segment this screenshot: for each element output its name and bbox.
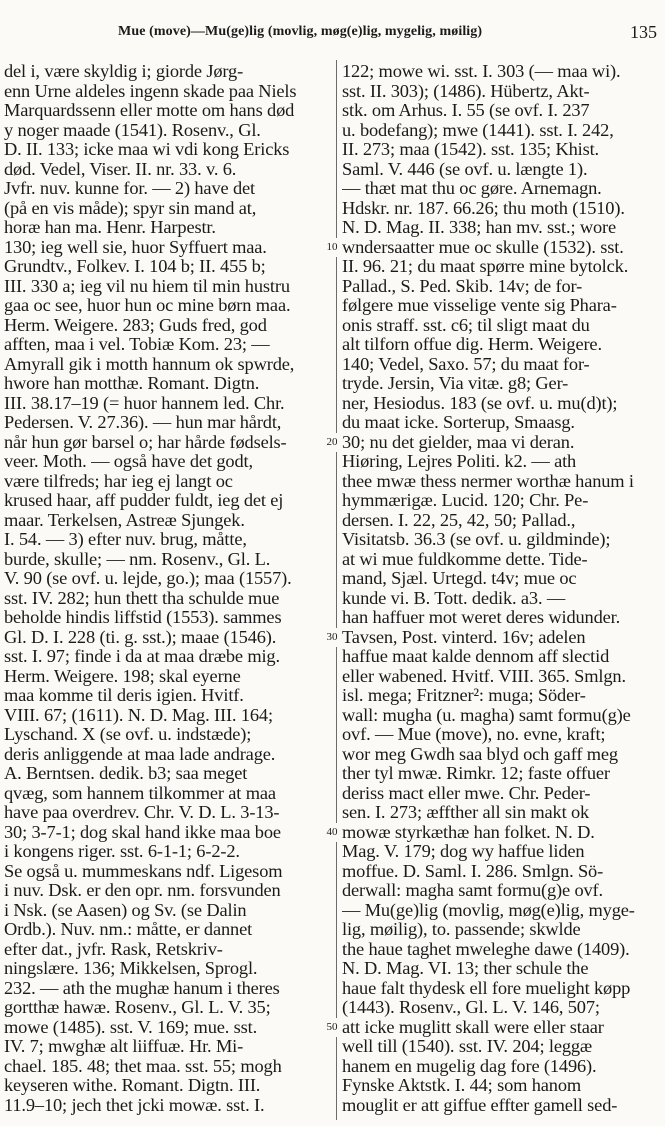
- line-number: 50: [322, 1018, 342, 1038]
- text-line: gaa oc see, huor hun oc mine børn maa.: [4, 296, 291, 315]
- text-line: isl. mega; Fritzner²: muga; Söder-: [342, 686, 586, 705]
- text-line: afften, maa i vel. Tobiæ Kom. 23; —: [4, 335, 270, 354]
- text-line: II. 273; maa (1542). sst. 135; Khist.: [342, 140, 600, 159]
- text-line: ther tyl mwæ. Rimkr. 12; faste offuer: [342, 764, 610, 783]
- text-line: chael. 185. 48; thet maa. sst. 55; mogh: [4, 1056, 282, 1076]
- text-line: hymmærigæ. Lucid. 120; Chr. Pe-: [342, 491, 589, 510]
- text-line: (på en vis måde); spyr sin mand at,: [4, 198, 257, 218]
- text-line: ner, Hesiodus. 183 (se ovf. u. mu(d)t);: [342, 393, 618, 413]
- line-number-gutter: [322, 62, 342, 1122]
- text-line: well till (1540). sst. IV. 204; leggæ: [342, 1037, 593, 1056]
- running-head: Mue (move)—Mu(ge)lig (movlig, møg(e)lig, mygelig, møilig): [118, 24, 483, 39]
- line-number: 30: [322, 628, 342, 648]
- text-line: være tilfreds; har ieg ej langt oc: [4, 471, 233, 491]
- text-line: Tavsen, Post. vinterd. 16v; adelen: [342, 627, 586, 647]
- page-number: 135: [630, 22, 657, 42]
- text-line: Saml. V. 446 (se ovf. u. længte 1).: [342, 159, 588, 179]
- text-line: att icke muglitt skall were eller staar: [342, 1017, 604, 1037]
- text-line: Se også u. mummeskans ndf. Ligesom: [4, 861, 283, 881]
- page-header: [0, 20, 665, 48]
- text-line: III. 38.17–19 (= huor hannem led. Chr.: [4, 393, 285, 413]
- text-line: han haffuer mot weret deres widunder.: [342, 608, 621, 627]
- text-line: hanem en mugelig dag fore (1496).: [342, 1056, 597, 1076]
- text-line: VIII. 67; (1611). N. D. Mag. III. 164;: [4, 705, 273, 725]
- text-line: qvæg, som hannem tilkommer at maa: [4, 783, 276, 803]
- text-line: horæ han ma. Henr. Harpestr.: [4, 218, 216, 237]
- text-line: thee mwæ thess nermer worthæ hanum i: [342, 471, 634, 491]
- text-line: D. II. 133; icke maa wi vdi kong Ericks: [4, 140, 290, 159]
- text-line: veer. Moth. — også have det godt,: [4, 452, 253, 471]
- text-line: ningslære. 136; Mikkelsen, Sprogl.: [4, 959, 258, 978]
- line-number: 40: [322, 823, 342, 843]
- text-line: krused haar, aff pudder fuldt, ieg det ej: [4, 491, 284, 510]
- text-line: i kongens riger. sst. 6-1-1; 6-2-2.: [4, 842, 240, 861]
- text-line: sen. I. 273; æffther all sin makt ok: [342, 803, 590, 822]
- text-line: burde, skulle; — nm. Rosenv., Gl. L.: [4, 549, 271, 569]
- text-line: sst. II. 303); (1486). Hübertz, Akt-: [342, 81, 590, 101]
- text-line: 30; nu det gielder, maa vi deran.: [342, 432, 575, 452]
- text-line: følgere mue visselige vente sig Phara-: [342, 296, 617, 315]
- text-line: dersen. I. 22, 25, 42, 50; Pallad.,: [342, 510, 576, 530]
- text-line: u. bodefang); mwe (1441). sst. I. 242,: [342, 120, 614, 140]
- text-line: Marquardssenn eller motte om hans død: [4, 101, 295, 120]
- text-line: — thæt mat thu oc gøre. Arnemagn.: [342, 179, 602, 198]
- text-line: kunde vi. B. Tott. dedik. a3. —: [342, 588, 566, 608]
- text-line: II. 96. 21; du maat spørre mine bytolck.: [342, 257, 629, 276]
- text-line: moffue. D. Saml. I. 286. Smlgn. Sö-: [342, 861, 604, 881]
- text-line: lig, møilig), to. passende; skwlde: [342, 920, 581, 939]
- text-line: haue falt thydesk ell fore muelight køpp: [342, 978, 631, 998]
- text-line: Hdskr. nr. 187. 66.26; thu moth (1510).: [342, 198, 625, 218]
- text-line: efter dat., jvfr. Rask, Retskriv-: [4, 939, 223, 959]
- text-line: Grundtv., Folkev. I. 104 b; II. 455 b;: [4, 257, 266, 276]
- text-line: i Nsk. (se Aasen) og Sv. (se Dalin: [4, 900, 247, 920]
- left-column: [4, 62, 330, 1115]
- text-line: Ordb.). Nuv. nm.: måtte, er dannet: [4, 920, 253, 939]
- text-line: mowæ styrkæthæ han folket. N. D.: [342, 822, 595, 842]
- text-line: have paa overdrev. Chr. V. D. L. 3-13-: [4, 803, 280, 822]
- text-line: III. 330 a; ieg vil nu hiem til min hustru: [4, 276, 290, 296]
- text-line: IV. 7; mwghæ alt liiffuæ. Hr. Mi-: [4, 1037, 244, 1056]
- text-line: del i, være skyldig i; giorde Jørg-: [4, 62, 244, 81]
- text-line: Hiøring, Lejres Politi. k2. — ath: [342, 452, 577, 471]
- text-line: Herm. Weigere. 198; skal eyerne: [4, 666, 241, 686]
- text-line: maar. Terkelsen, Astreæ Sjungek.: [4, 510, 245, 530]
- text-line: V. 90 (se ovf. u. lejde, go.); maa (1557).: [4, 569, 292, 588]
- line-number: 20: [322, 433, 342, 453]
- text-line: 30; 3-7-1; dog skal hand ikke maa boe: [4, 822, 281, 842]
- text-line: at wi mue fuldkomme dette. Tide-: [342, 549, 588, 569]
- text-line: Pedersen. V. 27.36). — hun mar hårdt,: [4, 413, 282, 432]
- text-line: haffue maat kalde dennom aff slectid: [342, 647, 610, 666]
- text-line: Visitatsb. 36.3 (se ovf. u. gildminde);: [342, 530, 611, 549]
- text-line: 140; Vedel, Saxo. 57; du maat for-: [342, 354, 590, 374]
- text-line: derwall: magha samt formu(g)e ovf.: [342, 881, 603, 900]
- text-line: Gl. D. I. 228 (ti. g. sst.); maae (1546).: [4, 627, 277, 647]
- text-line: A. Berntsen. dedik. b3; saa meget: [4, 764, 248, 783]
- text-line: mowe (1485). sst. V. 169; mue. sst.: [4, 1017, 258, 1037]
- text-line: mand, Sjæl. Urtegd. t4v; mue oc: [342, 569, 577, 588]
- text-line: sst. IV. 282; hun thett tha schulde mue: [4, 588, 280, 608]
- text-line: alt tilforn offue dig. Herm. Weigere.: [342, 335, 602, 354]
- text-line: Jvfr. nuv. kunne for. — 2) have det: [4, 179, 255, 198]
- line-number: 10: [322, 238, 342, 258]
- text-line: the haue taghet mweleghe dawe (1409).: [342, 939, 630, 959]
- text-line: wall: mugha (u. magha) samt formu(g)e: [342, 705, 631, 725]
- text-line: Lyschand. X (se ovf. u. indstæde);: [4, 725, 252, 744]
- text-line: deris anliggende at maa lade andrage.: [4, 744, 276, 764]
- text-line: beholde hindis liffstid (1553). sammes: [4, 608, 282, 627]
- text-line: i nuv. Dsk. er den opr. nm. forsvunden: [4, 881, 281, 900]
- text-line: deriss mact eller mwe. Chr. Peder-: [342, 783, 591, 803]
- text-line: y noger maade (1541). Rosenv., Gl.: [4, 120, 261, 140]
- text-line: du maat icke. Sorterup, Smaasg.: [342, 413, 575, 432]
- right-column: [342, 62, 660, 1115]
- text-line: Herm. Weigere. 283; Guds fred, god: [4, 315, 267, 335]
- text-line: når hun gør barsel o; har hårde fødsels-: [4, 432, 287, 452]
- text-line: maa komme til deris igien. Hvitf.: [4, 686, 244, 705]
- text-line: 232. — ath the mughæ hanum i theres: [4, 978, 280, 998]
- text-line: (1443). Rosenv., Gl. L. V. 146, 507;: [342, 998, 600, 1017]
- text-line: eller wabened. Hvitf. VIII. 365. Smlgn.: [342, 666, 626, 686]
- text-line: Mag. V. 179; dog wy haffue liden: [342, 842, 585, 861]
- text-line: I. 54. — 3) efter nuv. brug, måtte,: [4, 530, 247, 549]
- text-line: keyseren withe. Romant. Digtn. III.: [4, 1076, 261, 1095]
- text-line: Amyrall gik i motth hannum ok spwrde,: [4, 354, 295, 374]
- text-line: 11.9–10; jech thet jcki mowæ. sst. I.: [4, 1095, 265, 1115]
- text-line: — Mu(ge)lig (movlig, møg(e)lig, myge-: [342, 900, 635, 920]
- text-line: Fynske Aktstk. I. 44; som hanom: [342, 1076, 582, 1095]
- text-line: wor meg Gwdh saa blyd och gaff meg: [342, 744, 618, 764]
- text-line: stk. om Arhus. I. 55 (se ovf. I. 237: [342, 101, 590, 120]
- text-line: mouglit er att giffue effter gamell sed-: [342, 1095, 618, 1115]
- text-line: ovf. — Mue (move), no. evne, kraft;: [342, 725, 606, 744]
- text-line: hwore han motthæ. Romant. Digtn.: [4, 374, 260, 393]
- text-line: sst. I. 97; finde i da at maa dræbe mig.: [4, 647, 280, 666]
- text-line: enn Urne aldeles ingenn skade paa Niels: [4, 81, 297, 101]
- text-line: N. D. Mag. II. 338; han mv. sst.; wore: [342, 218, 617, 237]
- text-line: 122; mowe wi. sst. I. 303 (— maa wi).: [342, 62, 621, 81]
- text-line: død. Vedel, Viser. II. nr. 33. v. 6.: [4, 159, 237, 179]
- text-line: onis straff. sst. c6; til sligt maat du: [342, 315, 590, 335]
- text-line: wndersaatter mue oc skulle (1532). sst.: [342, 237, 624, 257]
- text-line: Pallad., S. Ped. Skib. 14v; de for-: [342, 276, 583, 296]
- text-line: 130; ieg well sie, huor Syffuert maa.: [4, 237, 267, 257]
- text-line: tryde. Jersin, Via vitæ. g8; Ger-: [342, 374, 569, 393]
- text-line: N. D. Mag. VI. 13; ther schule the: [342, 959, 589, 978]
- text-line: gortthæ hawæ. Rosenv., Gl. L. V. 35;: [4, 998, 271, 1017]
